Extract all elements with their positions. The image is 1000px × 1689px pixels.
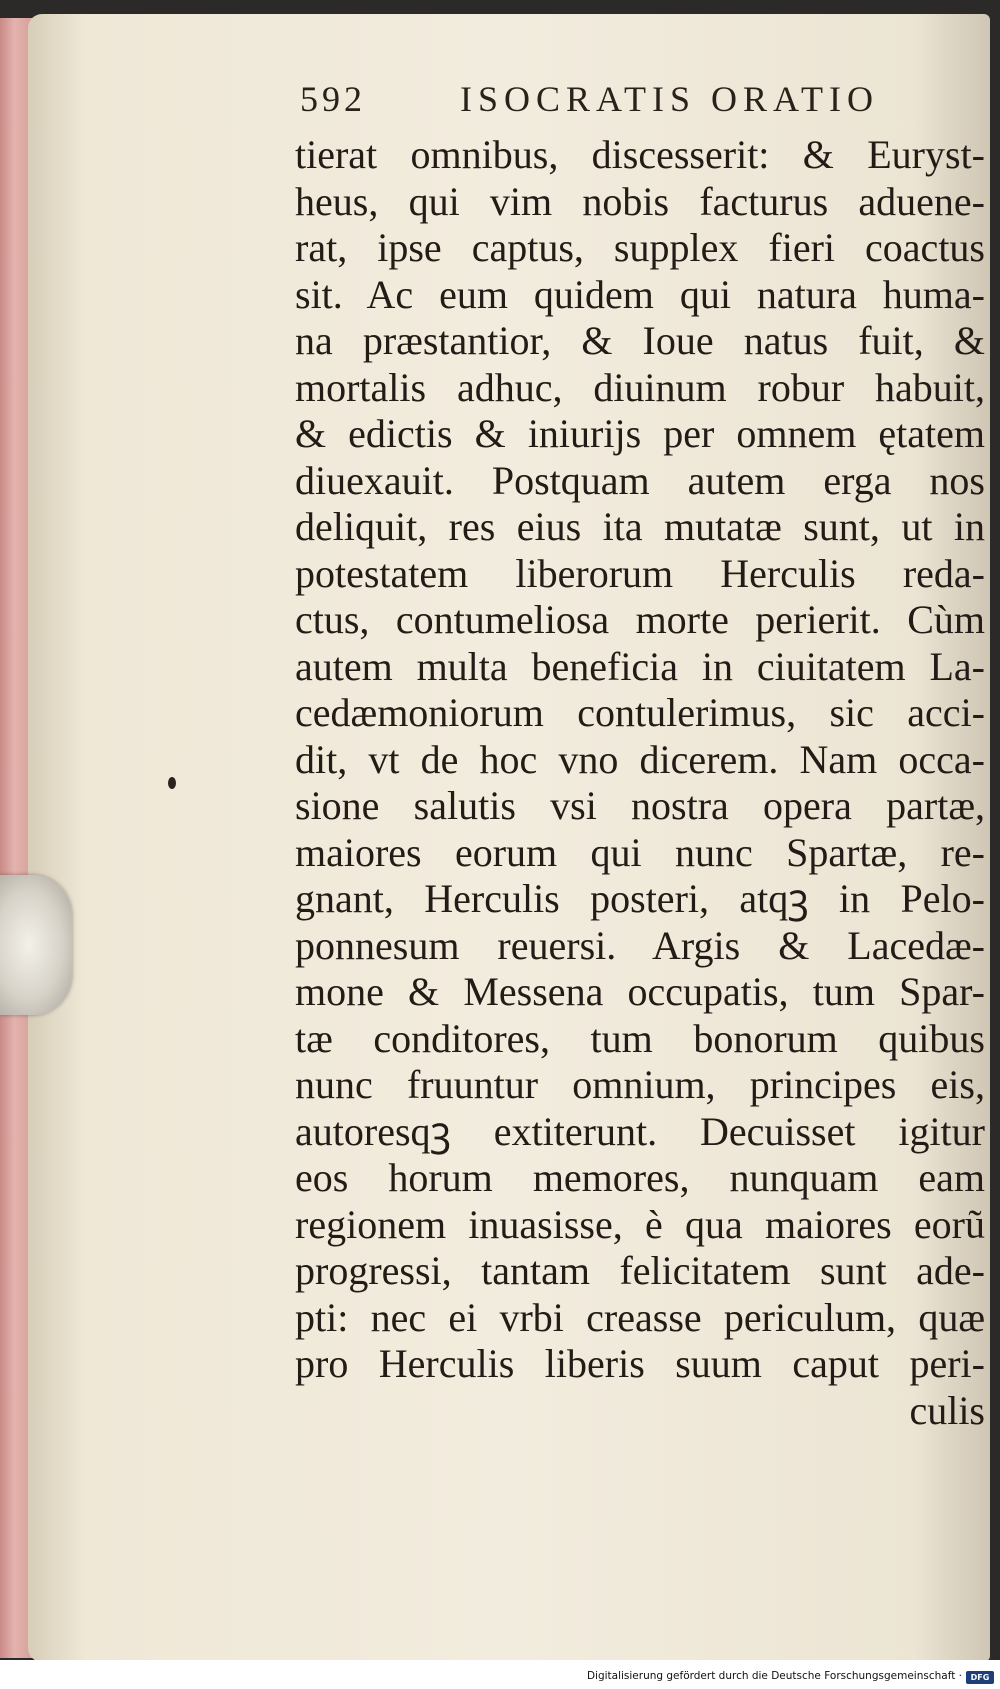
text-line: & edictis & iniurijs per omnem ętatem bbox=[295, 411, 985, 456]
page-number: 592 bbox=[300, 79, 366, 119]
text-line: progressi, tantam felicitatem sunt ade- bbox=[295, 1248, 985, 1293]
text-line: diuexauit. Postquam autem erga nos bbox=[295, 457, 985, 503]
text-line: autem multa beneficia in ciuitatem La- bbox=[295, 643, 985, 689]
text-line: regionem inuasisse, è qua maiores eorũ bbox=[295, 1201, 985, 1247]
page-clip bbox=[0, 875, 72, 1015]
text-line: deliquit, res eius ita mutatæ sunt, ut in bbox=[295, 504, 985, 549]
body-text bbox=[295, 132, 985, 1434]
text-line: cedæmoniorum contulerimus, sic acci- bbox=[295, 690, 985, 735]
text-line: rat, ipse captus, supplex fieri coactus bbox=[295, 225, 985, 270]
text-line: nunc fruuntur omnium, principes eis, bbox=[295, 1062, 985, 1107]
text-line: tæ conditores, tum bonorum quibus bbox=[295, 1015, 985, 1061]
text-line: pro Herculis liberis suum caput peri- bbox=[295, 1341, 985, 1386]
dfg-logo-text: DFG bbox=[970, 1673, 990, 1682]
text-line: heus, qui vim nobis facturus aduene- bbox=[295, 178, 985, 224]
catchword: culis bbox=[909, 1387, 985, 1433]
ink-spot bbox=[168, 777, 176, 789]
text-line: tierat omnibus, discesserit: & Euryst- bbox=[295, 132, 985, 177]
funding-credit: Digitalisierung gefördert durch die Deutsche Forschungsgemeinschaft · bbox=[586, 1670, 962, 1682]
text-line: gnant, Herculis posteri, atqꝫ in Pelo- bbox=[295, 876, 985, 921]
dfg-logo bbox=[966, 1671, 994, 1684]
text-line: eos horum memores, nunquam eam bbox=[295, 1155, 985, 1200]
text-line: ponnesum reuersi. Argis & Lacedæ- bbox=[295, 922, 985, 968]
running-title: ISOCRATIS ORATIO bbox=[460, 79, 880, 119]
text-line: pti: nec ei vrbi creasse periculum, quæ bbox=[295, 1294, 985, 1340]
text-line: na præstantior, & Ioue natus fuit, & bbox=[295, 318, 985, 363]
text-line: ctus, contumeliosa morte perierit. Cùm bbox=[295, 597, 985, 642]
text-line: sione salutis vsi nostra opera partæ, bbox=[295, 783, 985, 828]
text-line: dit, vt de hoc vno dicerem. Nam occa- bbox=[295, 736, 985, 782]
text-line: sit. Ac eum quidem qui natura huma- bbox=[295, 271, 985, 317]
text-line: autoresqꝫ extiterunt. Decuisset igitur bbox=[295, 1108, 985, 1154]
text-line: maiores eorum qui nunc Spartæ, re- bbox=[295, 829, 985, 875]
text-line: mone & Messena occupatis, tum Spar- bbox=[295, 969, 985, 1014]
text-line: mortalis adhuc, diuinum robur habuit, bbox=[295, 364, 985, 410]
page-header bbox=[300, 78, 920, 122]
footer bbox=[0, 1668, 1000, 1689]
text-line: potestatem liberorum Herculis reda- bbox=[295, 550, 985, 596]
